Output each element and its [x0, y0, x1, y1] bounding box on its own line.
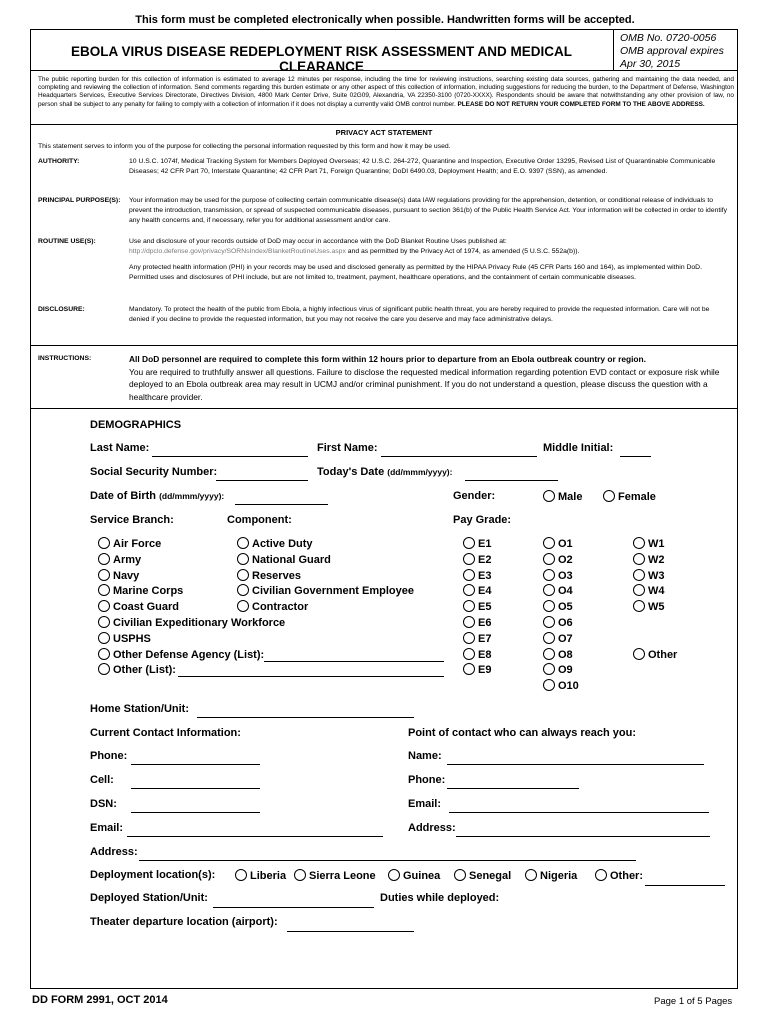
component-option[interactable]	[237, 600, 308, 613]
demographics-title: DEMOGRAPHICS	[90, 419, 182, 431]
burden-statement	[38, 76, 734, 109]
grade-w-option[interactable]	[633, 584, 665, 597]
radio-icon	[525, 869, 537, 881]
grade-w-option[interactable]	[633, 537, 665, 550]
grade-label: W5	[648, 601, 665, 613]
radio-icon	[463, 663, 475, 675]
last-name-field[interactable]	[152, 456, 308, 457]
grade-e-option[interactable]	[463, 553, 491, 566]
first-name-field[interactable]	[381, 456, 537, 457]
location-label: Senegal	[469, 870, 512, 882]
branch-option[interactable]	[98, 584, 183, 597]
grade-e-option[interactable]	[463, 569, 491, 582]
middle-initial-field[interactable]	[620, 456, 651, 457]
deployed-station-field[interactable]	[213, 907, 374, 908]
grade-o-option[interactable]	[543, 616, 573, 629]
grade-label: W1	[648, 538, 665, 550]
radio-icon	[463, 584, 475, 596]
disclosure-text: Mandatory. To protect the health of the public from Ebola, a highly infectious virus of significant public health threat, you are hereby required to provide the requested information. Care will not be denied if you decline to provide the requested information, but you may not receive the care you deserve and may face administrative delays.	[129, 306, 710, 323]
component-option[interactable]	[237, 537, 313, 550]
branch-label: Marine Corps	[113, 585, 184, 597]
grade-o-option[interactable]	[543, 679, 579, 692]
radio-icon	[98, 648, 110, 660]
routine-text-2: Any protected health information (PHI) in your records may be used and disclosed generally as permitted by the HIPAA Privacy Rule (45 CFR Parts 160 and 164), as implemented within DoD. Permitted uses and disclosures of PHI include, but are not limited to, treatment, payment, healthcare operations, and the containment of certain communicable diseases.	[129, 264, 702, 281]
gender-female-label: Female	[618, 491, 656, 503]
authority-label: AUTHORITY:	[38, 158, 80, 165]
todays-date-label	[317, 466, 452, 478]
branch-option[interactable]	[98, 616, 285, 629]
grade-o-option[interactable]	[543, 648, 573, 661]
grade-label: O5	[558, 601, 573, 613]
middle-initial-label: Middle Initial:	[543, 442, 614, 454]
branch-option[interactable]	[98, 648, 264, 661]
divider	[613, 29, 614, 70]
home-station-field[interactable]	[197, 717, 414, 718]
location-label: Nigeria	[540, 870, 578, 882]
grade-e-option[interactable]	[463, 648, 491, 661]
branch-label: Air Force	[113, 538, 162, 550]
grade-label: E9	[478, 664, 492, 676]
poc-name-label: Name:	[408, 750, 442, 762]
grade-label: E7	[478, 633, 492, 645]
instructions-bold: All DoD personnel are required to complete this form within 12 hours prior to departure from an Ebola outbreak country or region.	[129, 354, 646, 364]
grade-label: W4	[648, 585, 665, 597]
gender-female[interactable]	[603, 490, 656, 503]
email-label: Email:	[90, 822, 124, 834]
gender-label: Gender:	[453, 490, 496, 502]
radio-icon	[98, 537, 110, 549]
location-label: Sierra Leone	[309, 870, 376, 882]
privacy-intro: This statement serves to inform you of the purpose for collecting the personal information requested by this form and how it may be used.	[38, 143, 451, 150]
omb-approval: OMB approval expires	[620, 45, 724, 57]
component-option-label: National Guard	[252, 554, 331, 566]
email-field[interactable]	[127, 836, 383, 837]
grade-other-option[interactable]	[633, 648, 677, 661]
dob-label	[90, 490, 224, 502]
location-option[interactable]	[525, 869, 577, 882]
cell-label: Cell:	[90, 774, 114, 786]
poc-name-field[interactable]	[447, 764, 704, 765]
poc-phone-field[interactable]	[447, 788, 579, 789]
routine-text-1b: and as permitted by the Privacy Act of 1974, as amended (5 U.S.C. 552a(b)).	[347, 248, 580, 255]
purpose-label: PRINCIPAL PURPOSE(S):	[38, 197, 121, 204]
radio-icon	[543, 600, 555, 612]
radio-icon	[98, 663, 110, 675]
todays-date-format: (dd/mmm/yyyy):	[387, 467, 453, 477]
top-note: This form must be completed electronically when possible. Handwritten forms will be accepted.	[135, 14, 635, 26]
location-label: Guinea	[403, 870, 441, 882]
pay-grade-label: Pay Grade:	[453, 514, 512, 526]
radio-icon	[543, 663, 555, 675]
dob-field[interactable]	[235, 504, 328, 505]
grade-label: O9	[558, 664, 573, 676]
poc-phone-label: Phone:	[408, 774, 446, 786]
todays-date-field[interactable]	[465, 480, 558, 481]
other-agency-field[interactable]	[264, 661, 444, 662]
radio-icon	[543, 490, 555, 502]
page-number: Page 1 of 5 Pages	[654, 996, 733, 1007]
grade-o-option[interactable]	[543, 632, 573, 645]
omb-block	[620, 32, 724, 71]
radio-icon	[388, 869, 400, 881]
branch-option[interactable]	[98, 600, 179, 613]
location-option[interactable]	[294, 869, 376, 882]
dsn-field[interactable]	[131, 812, 260, 813]
gender-male[interactable]	[543, 490, 582, 503]
disclosure-label: DISCLOSURE:	[38, 306, 85, 313]
burden-text: The public reporting burden for this collection of information is estimated to average 12 minutes per response, including the time for reviewing instructions, searching existing data sources, gathering and maintaining the data needed, and completing and reviewing the collection of information. Send comments regarding this burden estimate or any other aspect of this collection of information, including suggestions for reducing the burden, to the Department of Defense, Washington Headquarters Services, Executive Services Directorate, Directives Division, 4800 Mark Center Drive, Suite 02G09, Alexandria, VA 22350-3100 (0720-XXXX). Respondents should be aware that notwithstanding any other provision of law, no person shall be subject to any penalty for failing to comply with a collection of information if it does not display a currently valid OMB control number.	[38, 76, 734, 108]
instructions-label: INSTRUCTIONS:	[38, 355, 92, 362]
radio-icon	[543, 584, 555, 596]
radio-icon	[98, 616, 110, 628]
radio-icon	[603, 490, 615, 502]
grade-w-option[interactable]	[633, 600, 665, 613]
poc-email-field[interactable]	[449, 812, 709, 813]
grade-e-option[interactable]	[463, 600, 491, 613]
branch-option[interactable]	[98, 663, 176, 676]
radio-icon	[463, 569, 475, 581]
component-option-label: Contractor	[252, 601, 309, 613]
radio-icon	[543, 648, 555, 660]
theater-departure-label: Theater departure location (airport):	[90, 916, 278, 928]
radio-icon	[595, 869, 607, 881]
grade-label: O3	[558, 570, 573, 582]
deployed-station-label: Deployed Station/Unit:	[90, 892, 208, 904]
radio-icon	[98, 569, 110, 581]
radio-icon	[98, 600, 110, 612]
radio-icon	[633, 537, 645, 549]
radio-icon	[633, 553, 645, 565]
routine-text	[129, 237, 729, 257]
grade-o-option[interactable]	[543, 600, 573, 613]
form-title: EBOLA VIRUS DISEASE REDEPLOYMENT RISK ASSESSMENT AND MEDICAL CLEARANCE	[70, 44, 573, 74]
radio-icon	[237, 537, 249, 549]
purpose-text: Your information may be used for the purpose of collecting certain communicable disease(s) data IAW regulations providing for the apprehension, detention, or conditional release of individuals to prevent the introduction, transmission, or spread of suspected communicable diseases, pursuant to section 361(b) of the Public Health Service Act. Your information will be collected in order to identify any health concerns and, if necessary, refer you for additional assessment and/or care.	[129, 197, 728, 224]
component-label: Component:	[227, 514, 292, 526]
other-location-field[interactable]	[645, 885, 725, 886]
divider	[30, 345, 738, 346]
component-option[interactable]	[237, 553, 331, 566]
radio-icon	[98, 553, 110, 565]
branch-label: Army	[113, 554, 142, 566]
radio-icon	[454, 869, 466, 881]
radio-icon	[543, 537, 555, 549]
radio-icon	[237, 569, 249, 581]
grade-label: O4	[558, 585, 573, 597]
first-name-label: First Name:	[317, 442, 378, 454]
branch-option[interactable]	[98, 537, 161, 550]
dsn-label: DSN:	[90, 798, 117, 810]
radio-icon	[543, 569, 555, 581]
radio-icon	[463, 553, 475, 565]
deployment-location-label: Deployment location(s):	[90, 869, 216, 881]
instructions-body: You are required to truthfully answer all questions. Failure to disclose the requested medical information regarding potention EVD contact or exposure risk while deployed to an Ebola outbreak area may result in UCMJ and/or criminal punishment. If you do not understand a question, please discuss the question with a healthcare provider.	[129, 366, 720, 402]
radio-icon	[543, 632, 555, 644]
branch-label: Coast Guard	[113, 601, 180, 613]
grade-label: E8	[478, 649, 492, 661]
grade-o-option[interactable]	[543, 663, 573, 676]
radio-icon	[463, 632, 475, 644]
branch-label: Other Defense Agency (List):	[113, 649, 265, 661]
form-id: DD FORM 2991, OCT 2014	[32, 994, 168, 1006]
dob-format: (dd/mmm/yyyy):	[159, 491, 225, 501]
grade-label: E3	[478, 570, 492, 582]
theater-departure-field[interactable]	[287, 931, 414, 932]
address-label: Address:	[90, 846, 138, 858]
service-branch-label: Service Branch:	[90, 514, 174, 526]
radio-icon	[463, 537, 475, 549]
poc-label: Point of contact who can always reach you:	[408, 727, 636, 739]
radio-icon	[633, 648, 645, 660]
radio-icon	[237, 584, 249, 596]
gender-male-label: Male	[558, 491, 583, 503]
phone-field[interactable]	[131, 764, 260, 765]
grade-e-option[interactable]	[463, 584, 491, 597]
radio-icon	[235, 869, 247, 881]
grade-w-option[interactable]	[633, 569, 665, 582]
branch-label: Navy	[113, 570, 140, 582]
branch-label: Other (List):	[113, 664, 176, 676]
grade-label: O2	[558, 554, 573, 566]
branch-option[interactable]	[98, 553, 141, 566]
grade-label: O6	[558, 617, 573, 629]
current-contact-label: Current Contact Information:	[90, 727, 241, 739]
radio-icon	[543, 679, 555, 691]
cell-field[interactable]	[131, 788, 260, 789]
authority-text: 10 U.S.C. 1074f, Medical Tracking System for Members Deployed Overseas; 42 U.S.C. 264-272, Quarantine and Inspection, Executive Order 13295, Revised List of Quarantinable Communicable Diseases; 42 CFR Part 70, Interstate Quarantine; 42 CFR Part 71, Foreign Quarantine; DoDI 6490.03, Deployment Health; and E.O. 9397 (SSN), as amended.	[129, 158, 716, 175]
radio-icon	[633, 600, 645, 612]
omb-date: Apr 30, 2015	[620, 58, 681, 70]
divider	[30, 124, 738, 125]
poc-email-label: Email:	[408, 798, 442, 810]
grade-label: O10	[558, 680, 579, 692]
location-label: Other:	[610, 870, 643, 882]
home-station-label: Home Station/Unit:	[90, 703, 189, 715]
grade-label: O7	[558, 633, 573, 645]
radio-icon	[543, 553, 555, 565]
radio-icon	[237, 600, 249, 612]
radio-icon	[633, 569, 645, 581]
grade-e-option[interactable]	[463, 632, 491, 645]
branch-option[interactable]	[98, 632, 151, 645]
grade-o-option[interactable]	[543, 537, 573, 550]
routine-link[interactable]: http://dpclo.defense.gov/privacy/SORNsIndex/BlanketRoutineUses.aspx	[129, 248, 346, 255]
component-option[interactable]	[237, 569, 301, 582]
radio-icon	[463, 600, 475, 612]
dob-text: Date of Birth	[90, 490, 156, 502]
location-option[interactable]	[388, 869, 440, 882]
grade-label: Other	[648, 649, 678, 661]
grade-e-option[interactable]	[463, 616, 491, 629]
phone-label: Phone:	[90, 750, 128, 762]
grade-e-option[interactable]	[463, 537, 491, 550]
radio-icon	[463, 648, 475, 660]
location-option[interactable]	[454, 869, 511, 882]
component-option-label: Reserves	[252, 570, 301, 582]
radio-icon	[294, 869, 306, 881]
grade-label: E2	[478, 554, 492, 566]
instructions-text	[129, 353, 735, 403]
last-name-label: Last Name:	[90, 442, 150, 454]
branch-label: USPHS	[113, 633, 151, 645]
radio-icon	[633, 584, 645, 596]
privacy-title: PRIVACY ACT STATEMENT	[335, 128, 433, 137]
radio-icon	[98, 584, 110, 596]
grade-label: E1	[478, 538, 492, 550]
grade-e-option[interactable]	[463, 663, 491, 676]
component-option-label: Civilian Government Employee	[252, 585, 414, 597]
radio-icon	[463, 616, 475, 628]
radio-icon	[98, 632, 110, 644]
omb-number: OMB No. 0720-0056	[620, 32, 717, 44]
grade-o-option[interactable]	[543, 569, 573, 582]
todays-date-text: Today's Date	[317, 466, 385, 478]
grade-o-option[interactable]	[543, 553, 573, 566]
grade-label: E4	[478, 585, 492, 597]
duties-label: Duties while deployed:	[380, 892, 500, 904]
branch-option[interactable]	[98, 569, 139, 582]
grade-label: E5	[478, 601, 492, 613]
grade-label: E6	[478, 617, 492, 629]
ssn-field[interactable]	[216, 480, 308, 481]
ssn-label: Social Security Number:	[90, 466, 218, 478]
branch-label: Civilian Expeditionary Workforce	[113, 617, 286, 629]
routine-text-1: Use and disclosure of your records outside of DoD may occur in accordance with the DoD Blanket Routine Uses published at:	[129, 238, 507, 245]
poc-address-label: Address:	[408, 822, 456, 834]
grade-label: W3	[648, 570, 665, 582]
grade-label: O1	[558, 538, 573, 550]
location-option[interactable]	[595, 869, 643, 882]
location-option[interactable]	[235, 869, 286, 882]
grade-o-option[interactable]	[543, 584, 573, 597]
radio-icon	[543, 616, 555, 628]
other-branch-field[interactable]	[178, 676, 444, 677]
burden-bold: PLEASE DO NOT RETURN YOUR COMPLETED FORM TO THE ABOVE ADDRESS.	[457, 100, 705, 108]
radio-icon	[237, 553, 249, 565]
address-field[interactable]	[139, 860, 636, 861]
grade-label: O8	[558, 649, 573, 661]
poc-address-field[interactable]	[456, 836, 710, 837]
routine-label: ROUTINE USE(S):	[38, 238, 96, 245]
divider	[30, 408, 738, 409]
component-option-label: Active Duty	[252, 538, 313, 550]
location-label: Liberia	[250, 870, 287, 882]
component-option[interactable]	[237, 584, 414, 597]
grade-label: W2	[648, 554, 665, 566]
grade-w-option[interactable]	[633, 553, 665, 566]
